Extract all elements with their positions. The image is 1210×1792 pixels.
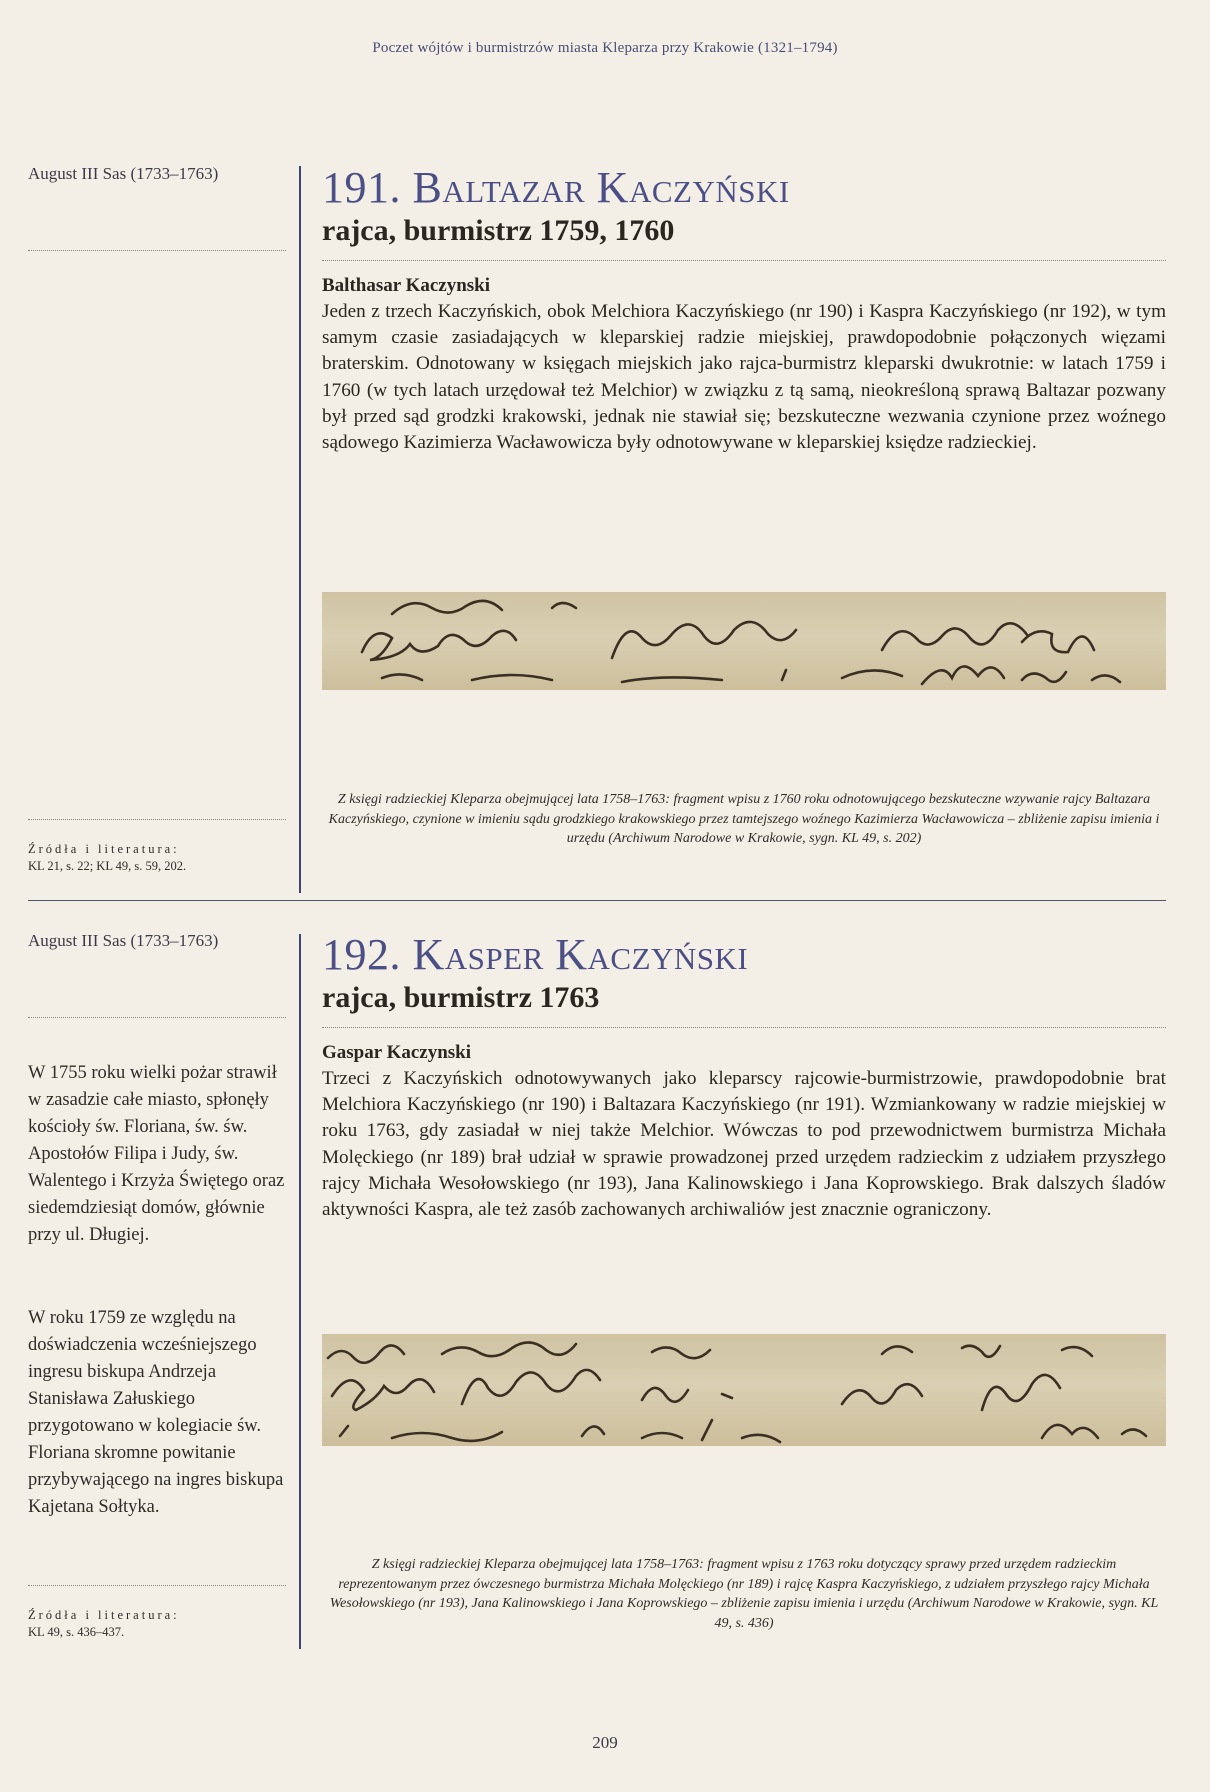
entry-number: 191. xyxy=(322,163,401,212)
sources-label: Źródła i literatura: xyxy=(28,842,180,856)
handwriting-image xyxy=(322,1334,1166,1446)
entry-body: Trzeci z Kaczyńskich odnotowywanych jako kleparscy rajcowie-burmistrzowie, prawdopodobnie brat Melchiora Kaczyńskiego (nr 190) i Baltazara Kaczyńskiego (nr 191). Wzmiankowany w radzie miejskiej w roku 1763, gdy zasiadał w niej także Melchior. Wówczas to pod przewodnictwem burmistrza Michała Molęckiego (nr 189) brał udział w sprawie prowadzonej przed urzędem radzieckim z udziałem przyszłego rajcy Michała Wesołowskiego (nr 193), Jana Kalinowskiego i Jana Koprowskiego. Brak dalszych śladów aktywności Kaspra, ale też zasób zachowanych archiwaliów jest znacznie ograniczony. xyxy=(322,1068,1166,1221)
page-number: 209 xyxy=(592,1733,618,1752)
entry-name: Kasper Kaczyński xyxy=(412,930,749,979)
sources-191 xyxy=(28,824,286,874)
sources-192 xyxy=(28,1590,286,1640)
caption-191: Z księgi radzieckiej Kleparza obejmującej lata 1758–1763: fragment wpisu z 1760 roku odnotowującego bezskuteczne wzywanie rajcy Baltazara Kaczyńskiego, czynione w imieniu sądu grodzkiego krakowskiego przez tamtejszego woźnego Kazimierza Wacławowicza – zbliżenie zapisu imienia i urzędu (Archiwum Narodowe w Krakowie, sygn. KL 49, s. 202) xyxy=(328,792,1160,846)
margin-divider xyxy=(28,819,286,820)
sources-label: Źródła i literatura: xyxy=(28,1608,180,1622)
running-head: Poczet wójtów i burmistrzów miasta Kleparza przy Krakowie (1321–1794) xyxy=(372,40,838,56)
title-divider xyxy=(322,1027,1166,1028)
entry-office: rajca, burmistrz 1759, 1760 xyxy=(322,214,675,247)
caption-192: Z księgi radzieckiej Kleparza obejmującej lata 1758–1763: fragment wpisu z 1763 roku dotyczący sprawy przed urzędem radzieckim reprezentowanym przez ówczesnego burmistrza Michała Molęckiego (nr 189) i rajcę Kaspra Kaczyńskiego, z udziałem przyszłego rajcy Michała Wesołowskiego (nr 193), Jana Kalinowskiego i Jana Koprowskiego – zbliżenie zapisu imienia i urzędu (Archiwum Narodowe w Krakowie, sygn. KL 49, s. 436) xyxy=(329,1557,1159,1631)
entry-title xyxy=(322,930,1166,979)
manuscript-image-191 xyxy=(322,592,1166,690)
margin-divider xyxy=(28,1017,286,1018)
manuscript-image-192 xyxy=(322,1334,1166,1446)
entry-number: 192. xyxy=(322,930,401,979)
name-variant: Gaspar Kaczynski xyxy=(322,1042,472,1063)
margin-divider xyxy=(28,1585,286,1586)
margin-note: W 1755 roku wielki pożar strawił w zasadzie całe miasto, spłonęły kościoły św. Floriana, św. św. Apostołów Filipa i Judy, św. Walentego i Krzyża Świętego oraz siedemdziesiąt domów, głównie przy ul. Długiej. xyxy=(28,1063,285,1245)
margin-reign-192 xyxy=(28,931,286,951)
entry-title xyxy=(322,163,1166,212)
margin-divider xyxy=(28,250,286,251)
entry-192-vertical-rule xyxy=(299,934,301,1649)
title-divider xyxy=(322,260,1166,261)
name-variant: Balthasar Kaczynski xyxy=(322,275,491,296)
entry-body: Jeden z trzech Kaczyńskich, obok Melchiora Kaczyńskiego (nr 190) i Kaspra Kaczyńskiego (nr 192), w tym samym czasie zasiadających w kleparskiej radzie miejskiej, prawdopodobnie połączonych więzami braterskim. Odnotowany w księgach miejskich jako rajca-burmistrz kleparski dwukrotnie: w latach 1759 i 1760 (w tych latach urzędował też Melchior) w związku z tą samą, nieokreśloną sprawą Baltazar pozwany był przed sąd grodzki krakowski, jednak nie stawiał się; bezskuteczne wezwania czynione przez woźnego sądowego Kazimierza Wacławowicza były odnotowywane w kleparskiej księdze radzieckiej. xyxy=(322,301,1166,454)
margin-reign-label: August III Sas (1733–1763) xyxy=(28,164,219,183)
sources-text: KL 21, s. 22; KL 49, s. 59, 202. xyxy=(28,859,187,873)
entry-191-vertical-rule xyxy=(299,166,301,893)
sources-text: KL 49, s. 436–437. xyxy=(28,1625,125,1639)
entry-191 xyxy=(322,163,1166,456)
margin-reign-191 xyxy=(28,164,286,184)
entry-separator-rule xyxy=(28,900,1166,901)
margin-note: W roku 1759 ze względu na doświadczenia wcześniejszego ingresu biskupa Andrzeja Stanisława Załuskiego przygotowano w kolegiacie św. Floriana skromne powitanie przybywającego na ingres biskupa Kajetana Sołtyka. xyxy=(28,1308,284,1517)
entry-name: Baltazar Kaczyński xyxy=(412,163,790,212)
entry-office: rajca, burmistrz 1763 xyxy=(322,981,600,1014)
entry-192 xyxy=(322,930,1166,1223)
margin-reign-label: August III Sas (1733–1763) xyxy=(28,931,219,950)
handwriting-image xyxy=(322,592,1166,690)
